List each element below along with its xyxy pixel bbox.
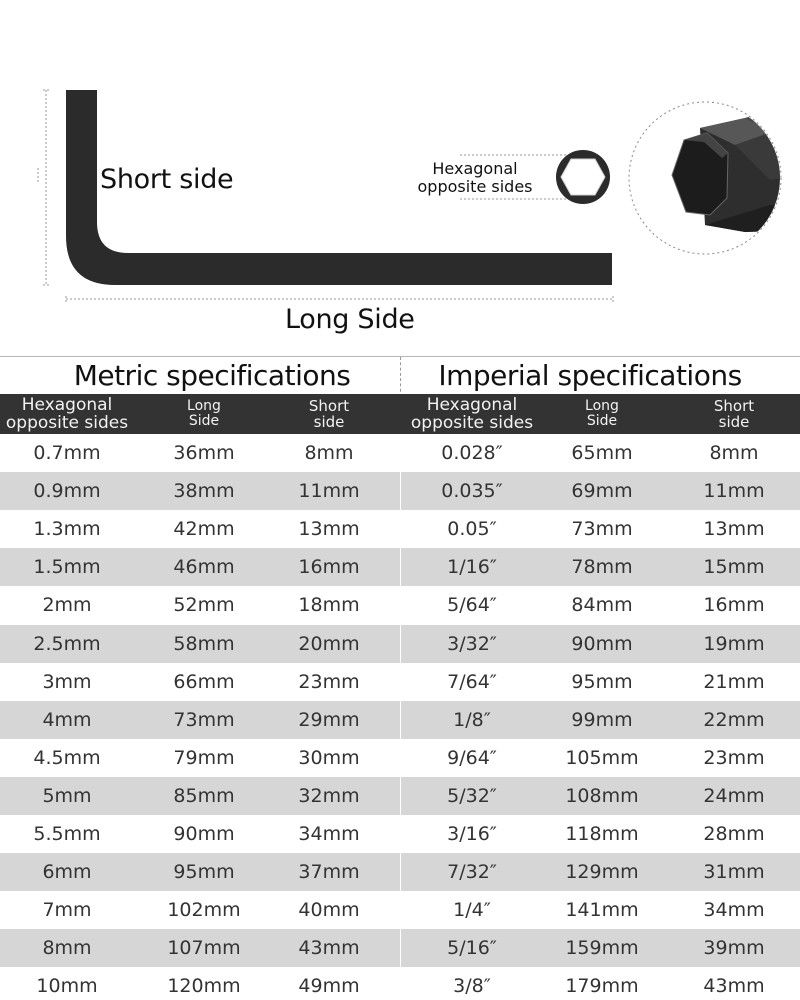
cell-imperial-hex: 0.05″ (447, 518, 497, 541)
cell-metric-long: 42mm (173, 518, 235, 541)
header-metric-long (134, 394, 274, 434)
cell-imperial-short: 34mm (703, 899, 765, 922)
cell-metric-long: 46mm (173, 556, 235, 579)
hex-label-line1: Hexagonal (432, 159, 518, 178)
cell-metric-short: 18mm (298, 594, 360, 617)
cell-imperial-long: 73mm (571, 518, 633, 541)
row-divider (400, 853, 401, 891)
table-row (0, 967, 800, 1000)
cell-imperial-hex: 5/64″ (447, 594, 497, 617)
cell-metric-short: 32mm (298, 784, 360, 807)
cell-metric-hex: 2mm (42, 594, 92, 617)
title-divider (400, 357, 401, 397)
short-side-dimension-line (38, 90, 50, 285)
row-divider (400, 663, 401, 701)
row-divider (400, 739, 401, 777)
cell-imperial-short: 43mm (703, 975, 765, 998)
header-imperial-short (668, 394, 800, 434)
row-divider (400, 586, 401, 624)
cell-metric-short: 43mm (298, 937, 360, 960)
cell-metric-short: 8mm (304, 442, 354, 464)
hexagon-cross-section-icon (556, 150, 610, 204)
row-divider (400, 777, 401, 815)
row-divider (400, 967, 401, 1000)
cell-imperial-long: 118mm (565, 823, 639, 845)
row-divider (400, 510, 401, 548)
cell-imperial-hex: 7/32″ (447, 861, 497, 884)
cell-metric-short: 40mm (298, 899, 360, 922)
header-metric-long-line2: Side (188, 413, 220, 429)
table-row (0, 853, 800, 891)
cell-metric-hex: 4.5mm (33, 746, 101, 769)
cell-imperial-short: 39mm (703, 937, 765, 960)
cell-metric-short: 13mm (298, 518, 360, 541)
cell-metric-long: 36mm (173, 442, 235, 464)
cell-imperial-short: 22mm (703, 708, 765, 731)
cell-metric-short: 30mm (298, 746, 360, 769)
cell-metric-hex: 6mm (42, 861, 92, 884)
header-metric-short-line2: side (313, 413, 345, 431)
row-divider (400, 472, 401, 510)
cell-imperial-long: 108mm (565, 784, 639, 807)
cell-metric-hex: 5.5mm (33, 823, 101, 845)
cell-imperial-long: 84mm (571, 594, 633, 617)
header-metric-hex-line1: Hexagonal (21, 395, 113, 415)
table-header (0, 394, 800, 434)
header-imperial-long (544, 394, 660, 434)
header-metric-hex-line2: opposite sides (5, 413, 129, 433)
cell-imperial-hex: 3/16″ (447, 823, 497, 845)
cell-metric-short: 49mm (298, 975, 360, 998)
cell-metric-hex: 1.5mm (33, 556, 101, 579)
cell-imperial-long: 95mm (571, 670, 633, 693)
table-row (0, 777, 800, 815)
row-divider (400, 891, 401, 929)
cell-imperial-long: 65mm (571, 442, 633, 464)
cell-metric-short: 11mm (298, 480, 360, 503)
cell-metric-hex: 8mm (42, 937, 92, 960)
row-divider (400, 548, 401, 586)
cell-metric-short: 37mm (298, 861, 360, 884)
table-row (0, 548, 800, 586)
cell-imperial-short: 31mm (703, 861, 765, 884)
cell-imperial-long: 78mm (571, 556, 633, 579)
specifications-table (0, 356, 800, 1000)
cell-metric-hex: 4mm (42, 708, 92, 731)
cell-metric-long: 90mm (173, 823, 235, 845)
hex-key-diagram (0, 0, 800, 356)
short-side-label: Short side (100, 164, 234, 195)
table-row (0, 472, 800, 510)
cell-imperial-hex: 0.035″ (441, 480, 503, 503)
table-row (0, 663, 800, 701)
cell-metric-long: 52mm (173, 594, 235, 617)
cell-metric-short: 20mm (298, 632, 360, 655)
cell-imperial-long: 159mm (565, 937, 639, 960)
cell-imperial-short: 8mm (709, 442, 759, 464)
header-imperial-short-line1: Short (713, 397, 755, 415)
cell-imperial-hex: 1/16″ (447, 556, 497, 579)
header-metric-short (274, 394, 384, 434)
cell-metric-long: 73mm (173, 708, 235, 731)
table-row (0, 434, 800, 472)
table-row (0, 625, 800, 663)
cell-imperial-hex: 9/64″ (447, 746, 497, 769)
cell-metric-long: 95mm (173, 861, 235, 884)
cell-imperial-long: 141mm (565, 899, 639, 922)
header-metric-long-line1: Long (187, 398, 221, 414)
cell-metric-long: 58mm (173, 632, 235, 655)
cell-imperial-short: 21mm (703, 670, 765, 693)
long-side-dimension-line (66, 296, 613, 303)
cell-metric-long: 79mm (173, 746, 235, 769)
imperial-title: Imperial specifications (438, 359, 742, 392)
cell-imperial-hex: 5/32″ (447, 784, 497, 807)
cell-imperial-hex: 7/64″ (447, 670, 497, 693)
header-imperial-hex-line1: Hexagonal (426, 395, 518, 415)
table-row (0, 739, 800, 777)
cell-imperial-short: 13mm (703, 518, 765, 541)
cell-imperial-short: 15mm (703, 556, 765, 579)
table-row (0, 815, 800, 853)
cell-imperial-long: 179mm (565, 975, 639, 998)
cell-metric-short: 34mm (298, 823, 360, 845)
cell-metric-hex: 7mm (42, 899, 92, 922)
header-metric-hex (0, 394, 134, 434)
row-divider (400, 815, 401, 853)
cell-metric-long: 107mm (167, 937, 241, 960)
cell-metric-hex: 3mm (42, 670, 92, 693)
cell-imperial-long: 105mm (565, 746, 639, 769)
table-row (0, 891, 800, 929)
cell-imperial-short: 23mm (703, 746, 765, 769)
cell-metric-hex: 1.3mm (33, 518, 101, 541)
cell-imperial-short: 24mm (703, 784, 765, 807)
cell-imperial-short: 28mm (703, 823, 765, 845)
cell-metric-long: 38mm (173, 480, 235, 503)
header-imperial-hex (400, 394, 544, 434)
cell-imperial-short: 19mm (703, 632, 765, 655)
hex-tip-closeup (629, 102, 800, 254)
table-row (0, 586, 800, 624)
cell-metric-hex: 10mm (36, 975, 98, 998)
table-row (0, 510, 800, 548)
header-imperial-long-line2: Side (586, 413, 618, 429)
header-imperial-long-line1: Long (585, 398, 619, 414)
cell-imperial-hex: 5/16″ (447, 937, 497, 960)
hex-label-line2: opposite sides (417, 177, 533, 196)
table-row (0, 701, 800, 739)
cell-imperial-hex: 1/4″ (453, 899, 491, 922)
long-side-label: Long Side (285, 304, 415, 335)
cell-metric-hex: 5mm (42, 784, 92, 807)
cell-imperial-short: 16mm (703, 594, 765, 617)
cell-imperial-hex: 3/8″ (453, 975, 491, 998)
cell-metric-short: 16mm (298, 556, 360, 579)
cell-imperial-long: 99mm (571, 708, 633, 731)
cell-imperial-hex: 0.028″ (441, 442, 503, 464)
cell-imperial-short: 11mm (703, 480, 765, 503)
header-imperial-short-line2: side (718, 413, 750, 431)
cell-metric-hex: 2.5mm (33, 632, 101, 655)
row-divider (400, 929, 401, 967)
header-imperial-hex-line2: opposite sides (410, 413, 534, 433)
cell-metric-hex: 0.7mm (33, 442, 101, 464)
cell-imperial-long: 69mm (571, 480, 633, 503)
cell-metric-long: 120mm (167, 975, 241, 998)
table-row (0, 929, 800, 967)
cell-metric-long: 66mm (173, 670, 235, 693)
cell-imperial-long: 90mm (571, 632, 633, 655)
hex-opposite-sides-label (400, 160, 550, 196)
row-divider (400, 625, 401, 663)
row-divider (400, 434, 401, 472)
cell-metric-long: 85mm (173, 784, 235, 807)
cell-imperial-hex: 1/8″ (453, 708, 491, 731)
cell-metric-short: 29mm (298, 708, 360, 731)
cell-metric-hex: 0.9mm (33, 480, 101, 503)
metric-title: Metric specifications (73, 359, 351, 392)
cell-metric-long: 102mm (167, 899, 241, 922)
header-metric-short-line1: Short (308, 397, 350, 415)
cell-imperial-hex: 3/32″ (447, 632, 497, 655)
cell-metric-short: 23mm (298, 670, 360, 693)
cell-imperial-long: 129mm (565, 861, 639, 884)
row-divider (400, 701, 401, 739)
